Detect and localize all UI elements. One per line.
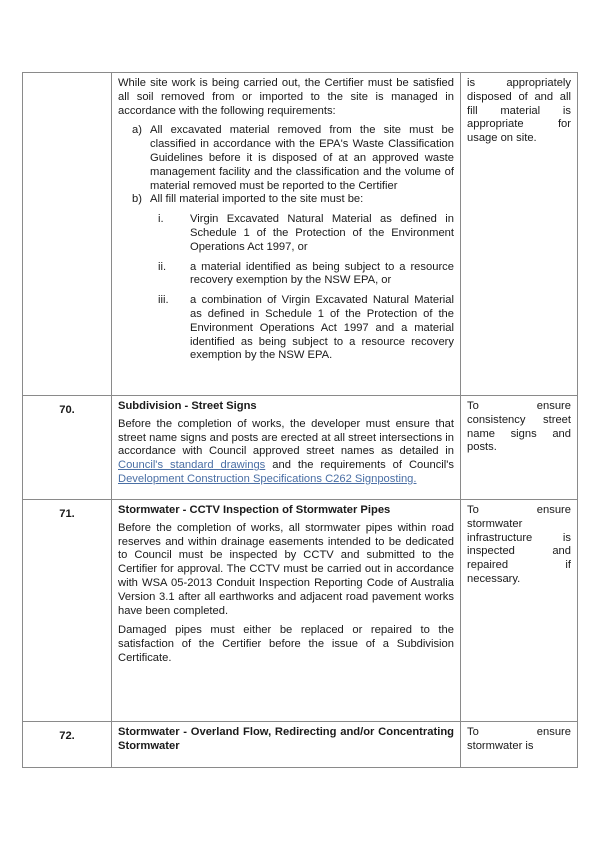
sub-list-item (118, 294, 454, 363)
condition-body (112, 500, 461, 722)
condition-number: 72. (23, 722, 112, 768)
intro-text: While site work is being carried out, the Certifier must be satisfied all soil removed from or imported to the site is managed in accordance with the following requirements: (118, 77, 454, 117)
condition-paragraph: Before the completion of works, all stormwater pipes within road reserves and within drainage easements intended to be dedicated to Council must be inspected by CCTV and submitted to the Certifier for approval. The CCTV must be carried out in accordance with WSA 05-2013 Conduit Inspection Reporting Code of Australia Version 3.1 after all earthworks and adjacent road pavement works have been completed. (118, 521, 454, 617)
conditions-table (22, 72, 578, 768)
condition-title: Subdivision - Street Signs (118, 400, 257, 412)
text-segment: Before the completion of works, the developer must ensure that street name signs and posts are erected at all street intersections in accordance with Council approved street names as detailed in (118, 417, 454, 458)
list-item (118, 193, 454, 207)
roman-marker: i. (158, 213, 164, 226)
list-item-text: All fill material imported to the site must be: (150, 193, 364, 206)
sub-list-text: a material identified as being subject to a resource recovery exemption by the NSW EPA, or (190, 260, 454, 287)
sub-list-text: a combination of Virgin Excavated Natural Material as defined in Schedule 1 of the Protection of the Environment Operations Act 1997 and a material identified as being subject to a resource recovery exemption by the NSW EPA. (190, 294, 454, 362)
condition-title: Stormwater - CCTV Inspection of Stormwater Pipes (118, 504, 391, 516)
condition-body (112, 396, 461, 500)
list-item (118, 124, 454, 193)
standard-drawings-link[interactable]: Council's standard drawings (118, 459, 266, 472)
condition-number: 70. (23, 396, 112, 500)
list-marker: a) (132, 124, 142, 137)
condition-title: Stormwater - Overland Flow, Redirecting and/or Concentrating Stormwater (118, 726, 454, 752)
condition-text (118, 418, 454, 487)
roman-marker: ii. (158, 260, 167, 273)
text-segment: and the requirements of Council's (272, 459, 454, 472)
condition-reason: To ensure stormwater is (461, 722, 578, 768)
list-marker: b) (132, 193, 142, 206)
condition-reason: To ensure stormwater infrastructure is inspected and repaired if necessary. (461, 500, 578, 722)
condition-number: 71. (23, 500, 112, 722)
condition-number (23, 73, 112, 396)
sub-list-text: Virgin Excavated Natural Material as defined in Schedule 1 of the Protection of the Environment Operations Act 1997, or (190, 213, 454, 253)
table-row (23, 722, 578, 768)
list-item-text: All excavated material removed from the site must be classified in accordance with the EPA's Waste Classification Guidelines before it is disposed of at an approved waste management facility and the classification and the volume of material removed must be reported to the Certifier (150, 124, 454, 192)
requirements-list (118, 124, 454, 363)
table-row (23, 396, 578, 500)
sub-list-item (118, 213, 454, 254)
condition-paragraph: Damaged pipes must either be replaced or repaired to the satisfaction of the Certifier before the issue of a Subdivision Certificate. (118, 624, 454, 664)
table-row (23, 73, 578, 396)
specifications-link[interactable]: Development Construction Specifications C262 Signposting. (118, 472, 417, 485)
table-row (23, 500, 578, 722)
condition-body (112, 73, 461, 396)
condition-reason: is appropriately disposed of and all fill material is appropriate for usage on site. (461, 73, 578, 396)
condition-reason: To ensure consistency street name signs and posts. (461, 396, 578, 500)
condition-body (112, 722, 461, 768)
roman-marker: iii. (158, 294, 169, 307)
sub-list-item (118, 261, 454, 289)
